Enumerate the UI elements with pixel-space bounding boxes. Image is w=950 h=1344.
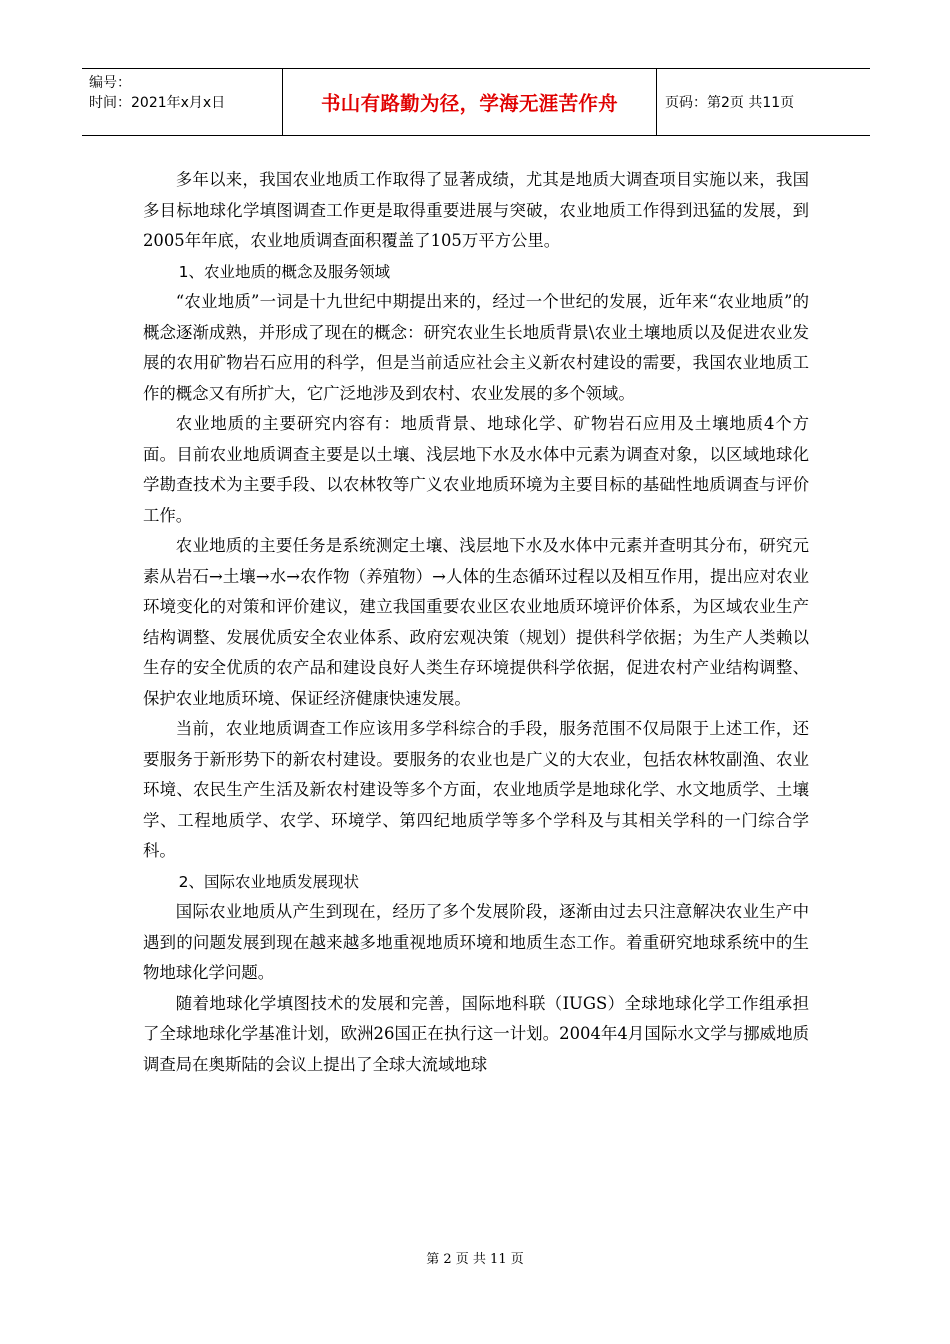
paragraph-4: 农业地质的主要任务是系统测定土壤、浅层地下水及水体中元素并查明其分布，研究元素从岩石→土壤→水→农作物（养殖物）→人体的生态循环过程以及相互作用，提出应对农业环境变化的对策和评价建议，建立我国重要农业区农业地质环境评价体系，为区域农业生产结构调整、发展优质安全农业体系、政府宏观决策（规划）提供科学依据；为生产人类赖以生存的安全优质的农产品和建设良好人类生存环境提供科学依据，促进农村产业结构调整、保护农业地质环境、保证经济健康快速发展。 <box>143 536 809 708</box>
document-body <box>143 165 809 1080</box>
page-footer: 第 2 页 共 11 页 <box>426 1252 524 1267</box>
paragraph-5: 当前，农业地质调查工作应该用多学科综合的手段，服务范围不仅局限于上述工作，还要服务于新形势下的新农村建设。要服务的农业也是广义的大农业，包括农林牧副渔、农业环境、农民生产生活及新农村建设等多个方面，农业地质学是地球化学、水文地质学、土壤学、工程地质学、农学、环境学、第四纪地质学等多个学科及与其相关学科的一门综合学科。 <box>143 719 809 860</box>
paragraph-3: 农业地质的主要研究内容有：地质背景、地球化学、矿物岩石应用及土壤地质4个方面。目前农业地质调查主要是以土壤、浅层地下水及水体中元素为调查对象，以区域地球化学勘查技术为主要手段、以农林牧等广义农业地质环境为主要目标的基础性地质调查与评价工作。 <box>143 414 809 525</box>
header-motto: 书山有路勤为径，学海无涯苦作舟 <box>283 69 657 135</box>
date-label: 时间：2021年x月x日 <box>89 95 226 111</box>
section-heading-1: 1、农业地质的概念及服务领域 <box>178 262 391 281</box>
paragraph-6: 国际农业地质从产生到现在，经历了多个发展阶段，逐渐由过去只注意解决农业生产中遇到的问题发展到现在越来越多地重视地质环境和地质生态工作。着重研究地球系统中的生物地球化学问题。 <box>143 902 809 982</box>
section-heading-2: 2、国际农业地质发展现状 <box>178 872 360 891</box>
header-left-cell <box>82 69 283 135</box>
paragraph-1: 多年以来，我国农业地质工作取得了显著成绩，尤其是地质大调查项目实施以来，我国多目标地球化学填图调查工作更是取得重要进展与突破，农业地质工作得到迅猛的发展，到2005年年底，农业地质调查面积覆盖了105万平方公里。 <box>143 170 809 250</box>
serial-label: 编号： <box>89 75 131 91</box>
paragraph-2: “农业地质”一词是十九世纪中期提出来的，经过一个世纪的发展，近年来“农业地质”的概念逐渐成熟，并形成了现在的概念：研究农业生长地质背景\农业土壤地质以及促进农业发展的农用矿物岩石应用的科学，但是当前适应社会主义新农村建设的需要，我国农业地质工作的概念又有所扩大，它广泛地涉及到农村、农业发展的多个领域。 <box>143 292 809 403</box>
header-table <box>82 68 870 136</box>
paragraph-7: 随着地球化学填图技术的发展和完善，国际地科联（IUGS）全球地球化学工作组承担了全球地球化学基准计划，欧洲26国正在执行这一计划。2004年4月国际水文学与挪威地质调查局在奥斯陆的会议上提出了全球大流域地球 <box>143 993 809 1074</box>
header-page-label: 页码：第2页 共11页 <box>665 95 795 111</box>
